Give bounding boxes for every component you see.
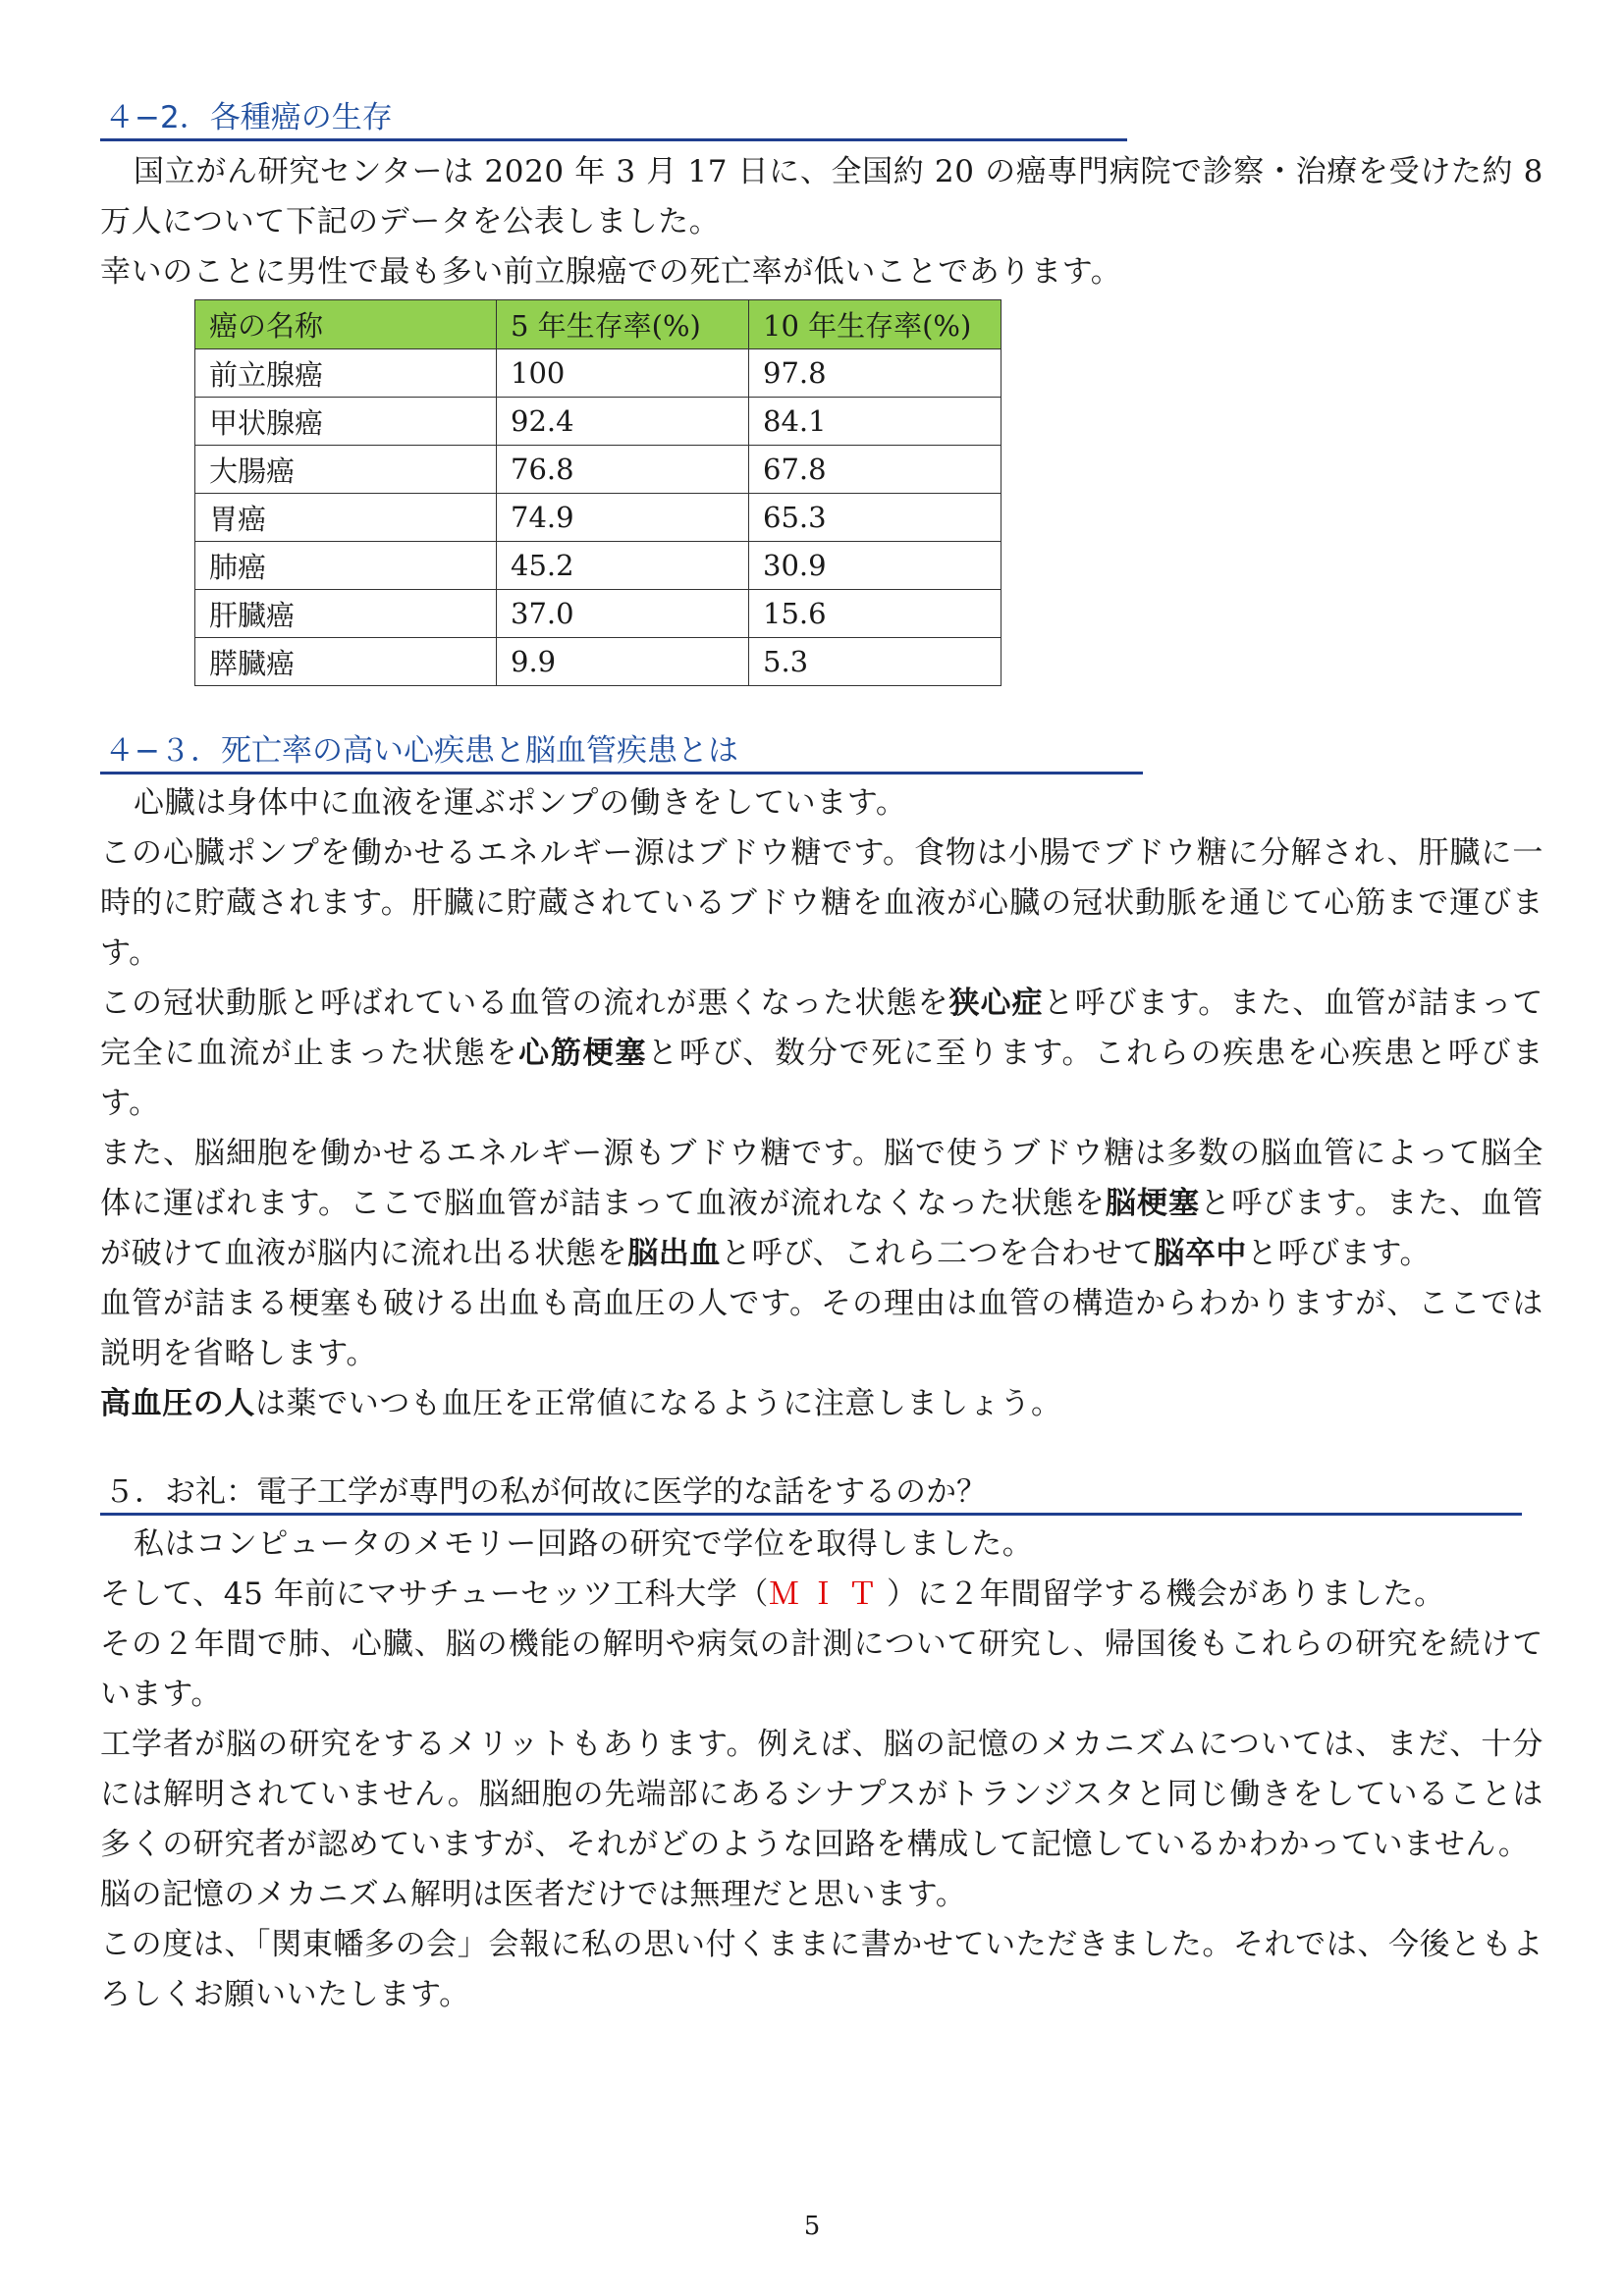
table-cell: 大腸癌 — [195, 446, 497, 494]
table-header-row — [195, 300, 1001, 349]
table-row — [195, 446, 1001, 494]
paragraph — [100, 1129, 1543, 1279]
paragraph: 脳の記憶のメカニズム解明は医者だけでは無理だと思います。 — [100, 1877, 967, 1912]
section-heading-rule — [100, 1513, 1522, 1516]
section-heading-4-3-text: ４−３．死亡率の高い心疾患と脳血管疾患とは — [104, 733, 738, 769]
table-header-cell: 10 年生存率(%) — [749, 300, 1001, 349]
paragraph: 幸いのことに男性で最も多い前立腺癌での死亡率が低いことであります。 — [100, 254, 1122, 290]
bold-term: 脳梗塞 — [1105, 1186, 1201, 1221]
table-row — [195, 494, 1001, 542]
text-run: と呼びます。また、血管が詰まって完全に血流が止まった状態を — [100, 986, 1543, 1071]
table-cell: 92.4 — [497, 398, 749, 446]
section-heading-4-3 — [100, 729, 1543, 774]
table-row — [195, 398, 1001, 446]
paragraph: 国立がん研究センターは 2020 年 3 月 17 日に、全国約 20 の癌専門病院で診察・治療を受けた約 8 万人について下記のデータを公表しました。 — [100, 154, 1543, 240]
text-run: そして、45 年前にマサチューセッツ工科大学（ — [100, 1576, 769, 1612]
text-run: と呼び、数分で死に至ります。これらの疾患を心疾患と呼びます。 — [100, 1036, 1543, 1121]
paragraph: その２年間で肺、心臓、脳の機能の解明や病気の計測について研究し、帰国後もこれらの研究を続けています。 — [100, 1627, 1543, 1712]
paragraph: 心臓は身体中に血液を運ぶポンプの働きをしています。 — [134, 785, 907, 821]
text-run: と呼びます。 — [1247, 1236, 1432, 1271]
table-cell: 肝臓癌 — [195, 590, 497, 638]
section-heading-5-text: ５．お礼：電子工学が専門の私が何故に医学的な話をするのか？ — [104, 1474, 987, 1510]
table-cell: 前立腺癌 — [195, 349, 497, 398]
text-run: ）に２年間留学する機会がありました。 — [886, 1576, 1445, 1612]
paragraph: この度は、「関東幡多の会」会報に私の思い付くままに書かせていただきました。それでは、今後ともよろしくお願いいたします。 — [100, 1927, 1543, 2012]
text-run: と呼びます。また、血管が破けて血液が脳内に流れ出る状態を — [100, 1186, 1544, 1271]
bold-term: 心筋梗塞 — [518, 1036, 648, 1071]
table-cell: 67.8 — [749, 446, 1001, 494]
table-cell: 30.9 — [749, 542, 1001, 590]
table-row — [195, 638, 1001, 686]
survival-rate-table — [194, 299, 1001, 686]
table-cell: 74.9 — [497, 494, 749, 542]
paragraph — [100, 979, 1543, 1129]
paragraph — [100, 1570, 1543, 1620]
section-heading-4-2 — [100, 96, 1543, 141]
section-heading-5 — [100, 1470, 1543, 1516]
table-cell: 5.3 — [749, 638, 1001, 686]
bold-term: 狭心症 — [948, 986, 1044, 1021]
paragraph: 工学者が脳の研究をするメリットもあります。例えば、脳の記憶のメカニズムについては、まだ、十分には解明されていません。脳細胞の先端部にあるシナプスがトランジスタと同じ働きをしていることは多くの研究者が認めていますが、それがどのような回路を構成して記憶しているかわかっていません。 — [100, 1727, 1543, 1862]
bold-term: 脳出血 — [627, 1236, 722, 1271]
bold-term: 脳卒中 — [1154, 1236, 1247, 1271]
page-content — [100, 96, 1543, 2020]
table-cell: 胃癌 — [195, 494, 497, 542]
table-cell: 65.3 — [749, 494, 1001, 542]
section-heading-4-2-text: ４−2．各種癌の生存 — [104, 100, 393, 135]
table-header-cell: 5 年生存率(%) — [497, 300, 749, 349]
table-cell: 76.8 — [497, 446, 749, 494]
table-cell: 84.1 — [749, 398, 1001, 446]
table-cell: 9.9 — [497, 638, 749, 686]
table-cell: 15.6 — [749, 590, 1001, 638]
paragraph: 血管が詰まる梗塞も破ける出血も高血圧の人です。その理由は血管の構造からわかりますが、ここでは説明を省略します。 — [100, 1286, 1543, 1371]
table-cell: 膵臓癌 — [195, 638, 497, 686]
paragraph: この心臓ポンプを働かせるエネルギー源はブドウ糖です。食物は小腸でブドウ糖に分解され、肝臓に一時的に貯蔵されます。肝臓に貯蔵されているブドウ糖を血液が心臓の冠状動脈を通じて心筋まで運びます。 — [100, 835, 1543, 971]
paragraph: 私はコンピュータのメモリー回路の研究で学位を取得しました。 — [134, 1526, 1034, 1562]
table-cell: 肺癌 — [195, 542, 497, 590]
table-cell: 37.0 — [497, 590, 749, 638]
text-run: と呼び、これら二つを合わせて — [721, 1236, 1155, 1271]
text-run: この冠状動脈と呼ばれている血管の流れが悪くなった状態を — [100, 986, 949, 1021]
text-run: は薬でいつも血圧を正常値になるように注意しましょう。 — [255, 1386, 1062, 1421]
page-number: 5 — [803, 2212, 821, 2241]
mit-acronym: ＭＩＴ — [768, 1576, 887, 1612]
section-heading-rule — [100, 138, 1127, 141]
table-row — [195, 590, 1001, 638]
table-cell: 甲状腺癌 — [195, 398, 497, 446]
bold-term: 高血圧の人 — [100, 1386, 255, 1421]
text-run: また、脳細胞を働かせるエネルギー源もブドウ糖です。脳で使うブドウ糖は多数の脳血管によって脳全体に運ばれます。ここで脳血管が詰まって血液が流れなくなった状態を — [100, 1136, 1543, 1221]
table-cell: 45.2 — [497, 542, 749, 590]
table-header-cell: 癌の名称 — [195, 300, 497, 349]
table-row — [195, 542, 1001, 590]
table-cell: 100 — [497, 349, 749, 398]
section-heading-rule — [100, 772, 1143, 774]
table-cell: 97.8 — [749, 349, 1001, 398]
table-row — [195, 349, 1001, 398]
paragraph — [100, 1379, 1543, 1429]
